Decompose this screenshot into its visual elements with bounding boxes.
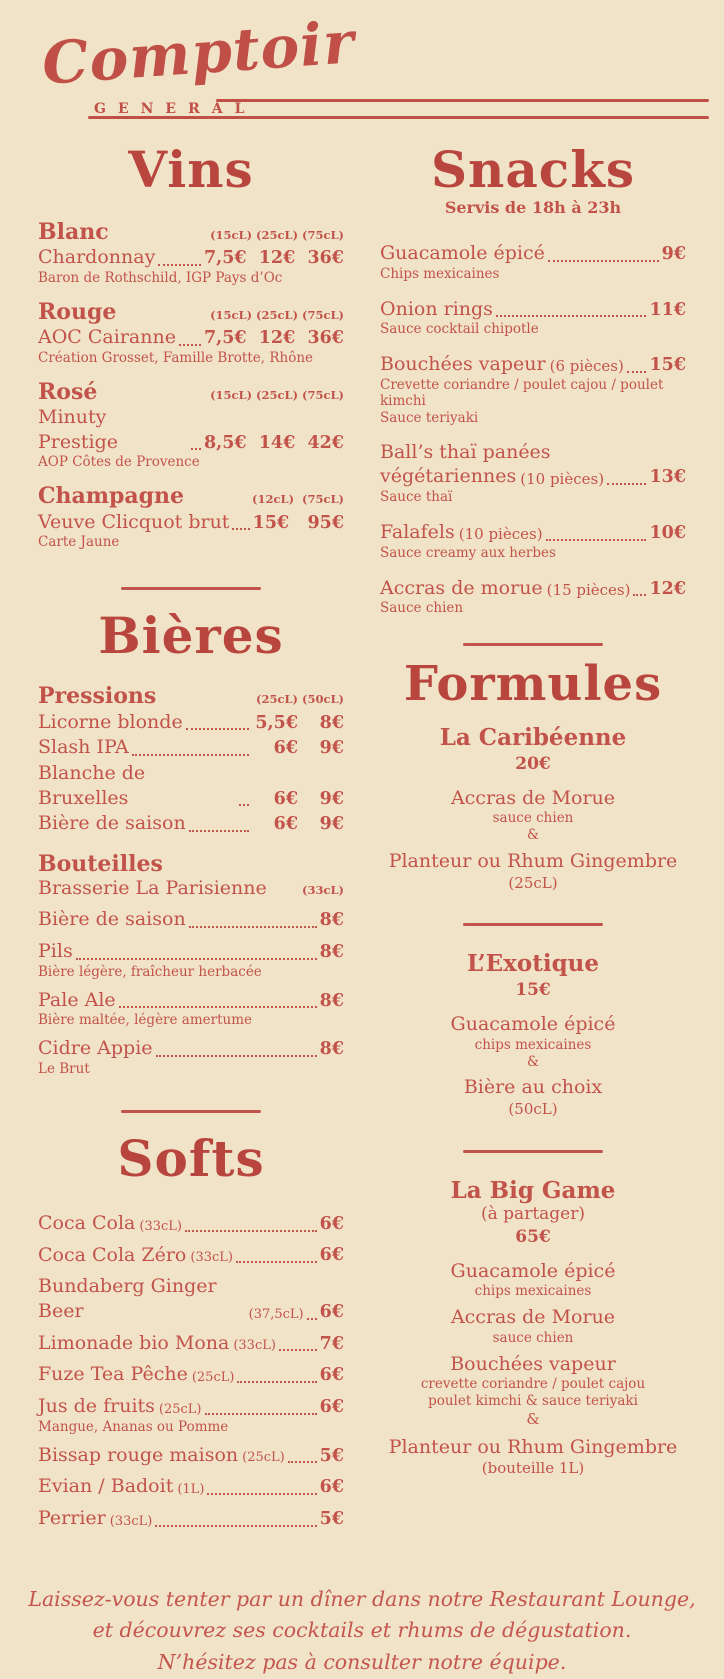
snack-quantity: (10 pièces) [458,525,543,544]
formule-line: chips mexicaines [474,1036,592,1053]
beer-name: Slash IPA [38,736,129,759]
formule-name: La Caribéenne [439,724,627,752]
soft-size: (33cL) [139,1218,182,1234]
snack-note: Sauce cocktail chipotle [380,321,539,338]
wine-item-prices: 8,5€ 14€ 42€ [203,432,344,453]
snack-row [380,241,686,266]
pressions-header [38,684,344,709]
wine-item-row [38,245,344,270]
snack-name: Guacamole épicé [380,242,545,264]
soft-size: (33cL) [109,1513,153,1529]
soft-item [38,1474,344,1499]
dots-leader [189,830,249,832]
formule-line: Bière au choix [463,1076,603,1099]
wine-group-sizes: (12cL) (75cL) [252,492,344,507]
bouteilles-items [38,907,344,1078]
soft-name: Coca Cola Zéro [38,1243,187,1266]
header [0,0,724,130]
soft-size: (25cL) [191,1370,235,1386]
formule-line: & [526,1053,540,1070]
snacks-title: Snacks [430,140,636,199]
vins-title: Vins [128,140,254,199]
snack-quantity: (10 pièces) [520,469,605,488]
formule [380,724,686,893]
beer-price-50: 9€ [319,814,344,835]
snacks-subtitle: Servis de 18h à 23h [444,198,622,217]
soft-item [38,1506,344,1531]
soft-row [38,1506,344,1531]
wine-group-name: Blanc [38,219,109,245]
bottle-name: Pale Ale [38,988,116,1011]
snack-notes [380,378,686,427]
soft-row [38,1243,344,1268]
formule-price: 15€ [515,979,551,1000]
section-divider [121,587,261,590]
beer-price-50: 9€ [319,788,344,809]
brasserie-size: (33cL) [302,883,344,898]
soft-row [38,1274,344,1323]
bottle-price: 8€ [319,941,344,962]
wine-group-header [38,484,344,509]
beer-price-25: 6€ [273,814,298,835]
bottle-note: Bière légère, fraîcheur herbacée [38,963,262,980]
soft-item [38,1243,344,1268]
snack-notes [380,490,686,506]
wine-item-row [38,405,344,454]
soft-price: 6€ [319,1365,344,1386]
formules-list [380,724,686,1479]
dots-leader [548,260,659,262]
pressions-sizes [252,692,344,706]
dots-leader [158,264,201,266]
dots-leader [239,804,249,806]
softs-items [38,1211,344,1531]
wine-group-name: Champagne [38,483,185,510]
bieres-title: Bières [98,606,284,666]
formule-line: Planteur ou Rhum Gingembre [388,850,678,873]
wine-group [38,484,344,551]
snack-notes [380,546,686,562]
bottle-name: Bière de saison [38,908,186,931]
snack-row [380,576,686,601]
bottle-row [38,1036,344,1061]
dots-leader [307,1318,317,1320]
soft-size: (25cL) [242,1450,285,1466]
wine-item-note: Carte Jaune [38,534,120,551]
footer-line: N’hésitez pas à consulter notre équipe. [157,1650,567,1675]
dots-leader [155,1525,316,1527]
beer-row [38,761,344,810]
wine-item-name: Minuty Prestige [38,406,118,453]
dots-leader [191,448,201,450]
dots-leader [633,594,646,596]
wine-group-header [38,220,344,245]
snack-quantity: (15 pièces) [546,580,631,599]
soft-price: 6€ [319,1477,344,1498]
wine-group [38,380,344,472]
formule-line: & [526,827,540,844]
snack-notes [380,601,686,617]
wine-item-prices: 7,5€ 12€ 36€ [203,328,344,349]
snack-name: végétariennes [380,465,517,488]
snack-name: Falafels [380,521,455,544]
wine-item-prices: 7,5€ 12€ 36€ [203,248,344,269]
formule-line: poulet kimchi & sauce teriyaki [428,1393,638,1410]
snack-row [380,464,686,489]
wine-item-row [38,510,344,535]
footer-line: et découvrez ses cocktails et rhums de dégustation. [92,1618,632,1643]
soft-name: Coca Cola [38,1211,136,1234]
bottle-price: 8€ [319,910,344,931]
snack-note: Sauce teriyaki [380,409,479,426]
beer-name: Bière de saison [38,812,186,835]
bottle-price: 8€ [319,1039,344,1060]
dots-leader [119,1006,317,1008]
columns [0,130,724,1538]
dots-leader [179,344,201,346]
beer-row [38,710,344,735]
soft-size: (1L) [177,1482,205,1498]
formule-divider [463,1150,603,1153]
formule-line: Planteur ou Rhum Gingembre [388,1435,678,1458]
dots-leader [288,1461,317,1463]
wine-group-sizes: (15cL) (25cL) (75cL) [210,228,344,242]
formule-divider [463,923,603,926]
formule-line: sauce chien [492,1329,574,1346]
column-right [380,130,686,1479]
soft-row [38,1443,344,1468]
wine-group-header [38,380,344,405]
snack-price: 15€ [649,355,686,376]
bottle-price: 8€ [319,990,344,1011]
column-left [38,130,344,1538]
wine-group-header [38,300,344,325]
formule-lines [380,786,686,894]
softs-title: Softs [117,1128,265,1188]
formule-line: crevette coriandre / poulet cajou [420,1376,646,1393]
soft-name: Bissap rouge maison [38,1443,239,1466]
snacks-items [380,241,686,617]
snack-item [380,352,686,426]
soft-note: Mangue, Ananas ou Pomme [38,1418,229,1435]
bouteilles-brasserie-row [38,877,344,899]
wine-item-note: AOP Côtes de Provence [38,454,200,471]
dots-leader [627,371,647,373]
dots-leader [232,528,249,530]
bottle-item [38,1036,344,1078]
beer-price-25: 6€ [273,788,298,809]
snack-name: Accras de morue [380,576,543,599]
bottle-name: Cidre Appie [38,1037,153,1060]
footer-line: Laissez-vous tenter par un dîner dans notre Restaurant Lounge, [28,1586,696,1611]
soft-item [38,1211,344,1236]
formules-title: Formules [403,656,663,713]
soft-item [38,1274,344,1323]
wine-group [38,220,344,287]
formule [380,923,686,1119]
wine-item-note: Création Grosset, Famille Brotte, Rhône [38,349,314,366]
snack-notes [380,322,686,338]
snack-notes [380,267,686,283]
soft-price: 6€ [319,1396,344,1417]
snack-name: Onion rings [380,297,493,320]
dots-leader [207,1493,316,1495]
wine-group-name: Rosé [38,378,98,405]
pressions-group [38,684,344,836]
snack-note: Sauce creamy aux herbes [380,544,556,561]
bottle-note: Le Brut [38,1060,90,1077]
formule-line: Bouchées vapeur [450,1352,616,1375]
beer-name: Licorne blonde [38,710,183,733]
soft-price: 6€ [319,1301,344,1322]
formule-line: sauce chien [492,810,574,827]
formule-line: & [526,1410,540,1429]
logo-script: Comptoir [40,8,357,98]
snack-price: 12€ [649,578,686,599]
pressions-size-1: (25cL) [256,692,298,707]
dots-leader [185,1230,317,1232]
bottle-item [38,907,344,932]
soft-name: Bundaberg Ginger Beer [38,1275,217,1322]
formule [380,1150,686,1479]
formule-line: (25cL) [508,873,558,892]
formule-name: L’Exotique [466,950,600,978]
wine-group-sizes: (15cL) (25cL) (75cL) [210,387,344,402]
snack-name-line1: Ball’s thaï panées [380,440,551,463]
wine-item-row [38,325,344,350]
dots-leader [156,1055,317,1057]
snack-quantity: (6 pièces) [549,357,624,376]
soft-price: 5€ [319,1508,344,1529]
bottle-name: Pils [38,940,73,963]
dots-leader [237,1381,316,1383]
wine-item-note: Baron de Rothschild, IGP Pays d’Oc [38,269,283,286]
soft-name: Perrier [38,1506,106,1529]
dots-leader [279,1349,317,1351]
snack-price: 10€ [649,522,686,543]
beer-row [38,735,344,760]
bottle-row [38,907,344,932]
snack-note: Sauce thaï [380,489,453,506]
formule-subtitle: (à partager) [481,1204,585,1225]
beer-price-25: 5,5€ [255,712,298,733]
soft-row [38,1362,344,1387]
soft-size: (33cL) [233,1338,276,1354]
snack-price: 9€ [661,243,686,264]
dots-leader [236,1261,317,1263]
bottle-note: Bière maltée, légère amertume [38,1012,252,1029]
bottle-item [38,988,344,1030]
bottle-row [38,939,344,964]
soft-item [38,1443,344,1468]
wine-group-sizes: (15cL) (25cL) (75cL) [210,307,344,322]
beer-price-50: 9€ [319,738,344,759]
bouteilles-name: Bouteilles [38,851,163,878]
snack-name: Bouchées vapeur [380,353,546,376]
soft-row [38,1394,344,1419]
beer-price-50: 8€ [319,712,344,733]
soft-price: 7€ [319,1333,344,1354]
beer-row [38,811,344,836]
soft-price: 5€ [319,1445,344,1466]
soft-item [38,1394,344,1436]
bouteilles-group [38,852,344,1078]
soft-row [38,1474,344,1499]
wine-group-name: Rouge [38,298,117,325]
header-rule-top [216,99,709,102]
snack-item [380,297,686,339]
formule-line: Guacamole épicé [450,1012,616,1035]
snack-note: Chips mexicaines [380,265,500,282]
snack-item [380,520,686,562]
snack-row [380,352,686,377]
pressions-size-2: (50cL) [302,692,344,707]
snack-note: Sauce chien [380,600,464,617]
soft-name: Jus de fruits [38,1394,155,1417]
beer-name: Blanche de Bruxelles [38,761,146,809]
formule-line: chips mexicaines [474,1283,592,1300]
soft-name: Fuze Tea Pêche [38,1363,188,1386]
formule-line: (50cL) [508,1100,558,1119]
dots-leader [205,1413,317,1415]
formule-line: Guacamole épicé [450,1259,616,1282]
beer-price-25: 6€ [273,738,298,759]
snack-note: Crevette coriandre / poulet cajou / poulet kimchi [380,376,664,409]
formule-line: Accras de Morue [450,786,616,809]
wine-item-name: Veuve Clicquot brut [38,510,230,533]
vins-groups [38,220,344,551]
soft-row [38,1211,344,1236]
snack-item [380,441,686,506]
soft-size: (25cL) [158,1401,202,1417]
formule-line: (bouteille 1L) [481,1459,585,1478]
snack-price: 11€ [649,299,686,320]
snack-row [380,297,686,322]
pressions-name: Pressions [38,683,157,710]
dots-leader [189,926,317,928]
formule-price: 65€ [515,1226,551,1247]
wine-item-prices: 15€ 95€ [252,512,344,533]
soft-size: (37,5cL) [248,1306,304,1322]
snack-row [380,520,686,545]
dots-leader [546,539,647,541]
soft-price: 6€ [319,1213,344,1234]
bottle-item [38,939,344,981]
footer [0,1584,724,1679]
formule-lines [380,1259,686,1479]
dots-leader [132,754,249,756]
logo-subtitle: GENERAL [94,101,257,117]
section-divider [121,1110,261,1113]
soft-name: Limonade bio Mona [38,1331,230,1354]
bottle-row [38,988,344,1013]
soft-item [38,1362,344,1387]
soft-row [38,1331,344,1356]
section-divider [463,643,603,646]
dots-leader [496,315,647,317]
dots-leader [186,728,249,730]
snack-price: 13€ [649,467,686,488]
formule-line: Accras de Morue [450,1306,616,1329]
wine-item-name: AOC Cairanne [38,326,176,349]
soft-item [38,1331,344,1356]
brasserie-name: Brasserie La Parisienne [38,877,267,900]
soft-name: Evian / Badoit [38,1475,174,1498]
snack-item [380,576,686,618]
pressions-items [38,710,344,836]
wine-item-name: Chardonnay [38,246,156,269]
formule-price: 20€ [515,753,551,774]
snack-item [380,241,686,283]
formule-lines [380,1012,686,1120]
soft-price: 6€ [319,1245,344,1266]
formule-name: La Big Game [450,1176,616,1204]
wine-group [38,300,344,367]
dots-leader [76,958,317,960]
soft-size: (33cL) [190,1250,233,1266]
dots-leader [607,483,646,485]
